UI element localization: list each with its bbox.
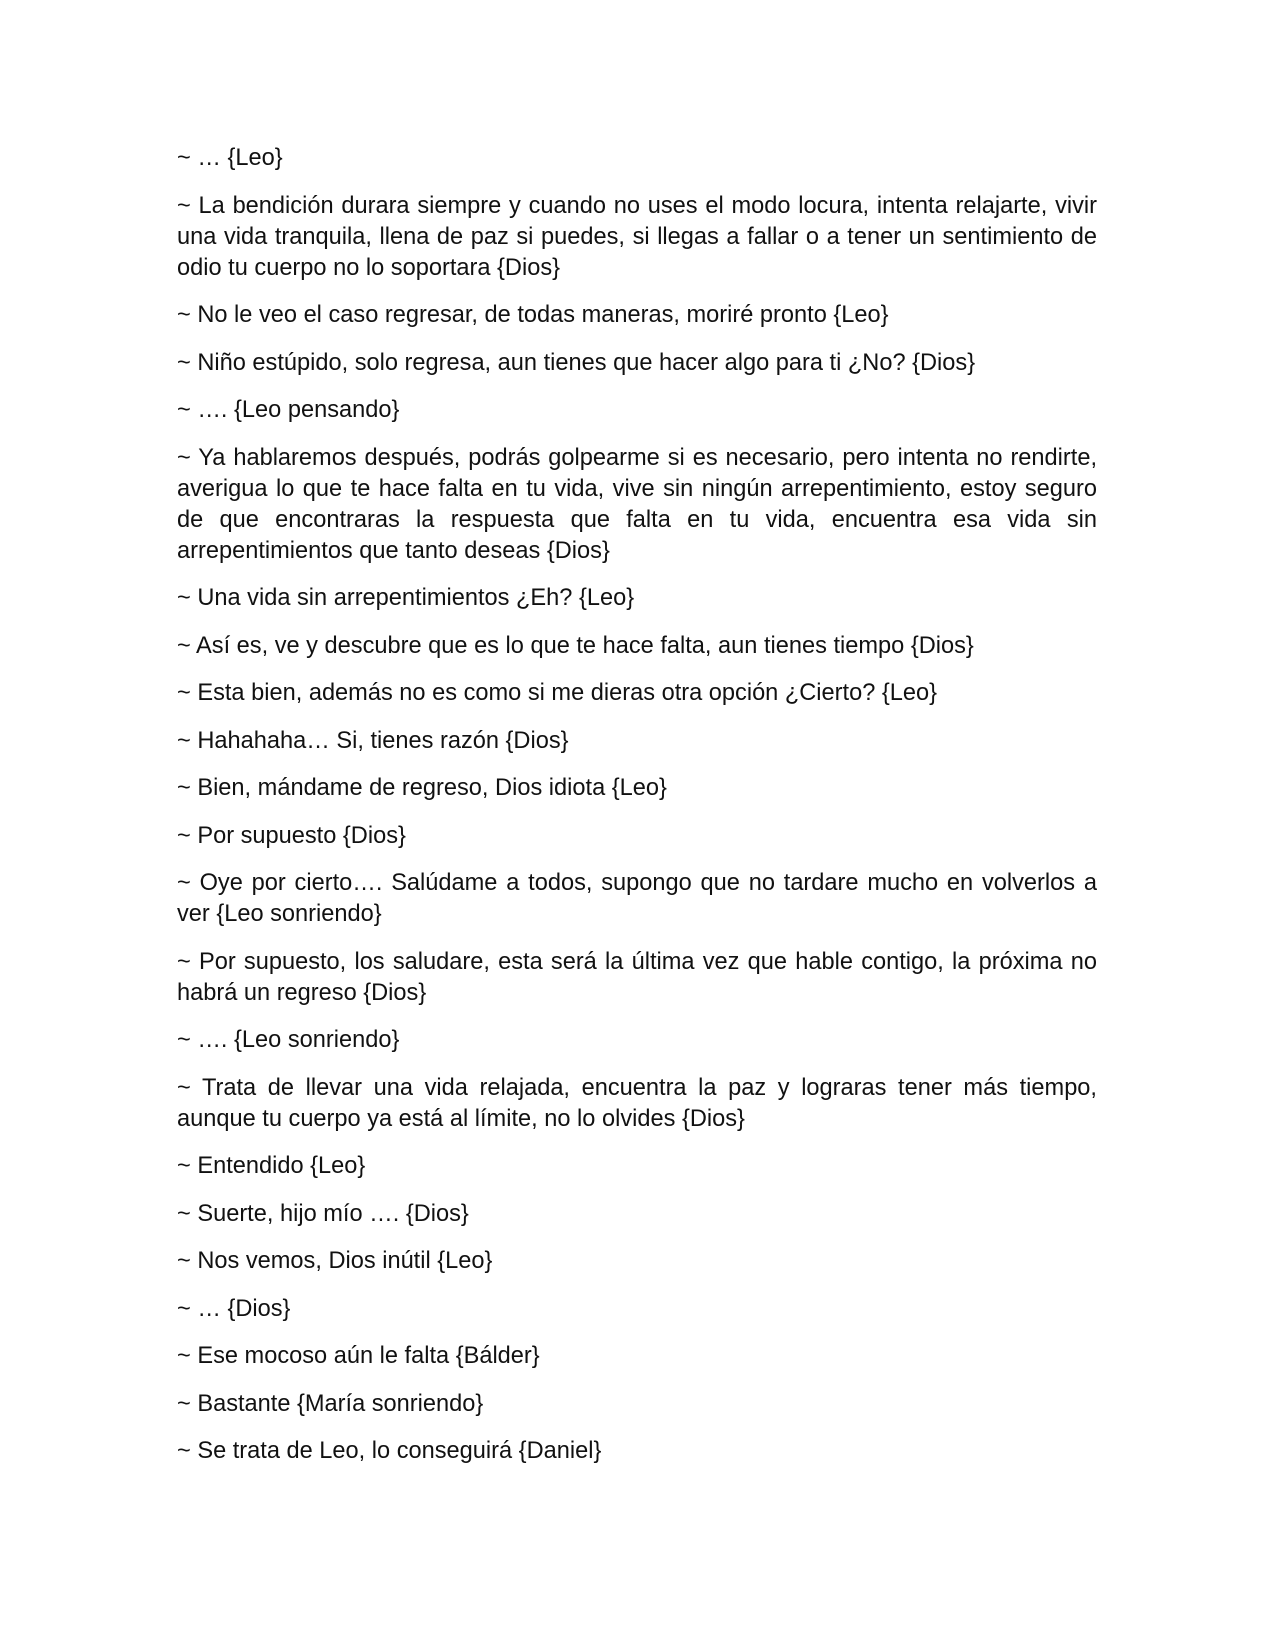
dialogue-line: ~ La bendición durara siempre y cuando no uses el modo locura, intenta relajarte, vivir una vida tranquila, llena de paz si puedes, si llegas a fallar o a tener un sentimiento de odio tu cuerpo no lo soportara {Dios} xyxy=(177,192,1097,281)
dialogue-line: ~ Oye por cierto…. Salúdame a todos, supongo que no tardare mucho en volverlos a ver {Leo sonriendo} xyxy=(177,870,1097,927)
dialogue-line: ~ Ya hablaremos después, podrás golpearme si es necesario, pero intenta no rendirte, averigua lo que te hace falta en tu vida, vive sin ningún arrepentimiento, estoy seguro de que encontraras la respuesta que falta en tu vida, encuentra esa vida sin arrepentimientos que tanto deseas {Dios} xyxy=(177,444,1097,564)
dialogue-line: ~ … {Leo} xyxy=(177,145,283,171)
dialogue-line: ~ Esta bien, además no es como si me dieras otra opción ¿Cierto? {Leo} xyxy=(177,680,938,706)
dialogue-line: ~ Bien, mándame de regreso, Dios idiota {Leo} xyxy=(177,775,667,801)
dialogue-line: ~ Entendido {Leo} xyxy=(177,1153,366,1179)
dialogue-line: ~ Hahahaha… Si, tienes razón {Dios} xyxy=(177,727,569,754)
dialogue-line: ~ Trata de llevar una vida relajada, encuentra la paz y lograras tener más tiempo, aunque tu cuerpo ya está al límite, no lo olvides {Dios} xyxy=(177,1074,1097,1132)
dialogue-line: ~ Una vida sin arrepentimientos ¿Eh? {Leo} xyxy=(177,585,635,611)
dialogue-line: ~ … {Dios} xyxy=(177,1295,291,1322)
dialogue-line: ~ Suerte, hijo mío …. {Dios} xyxy=(177,1200,469,1227)
dialogue-line: ~ No le veo el caso regresar, de todas maneras, moriré pronto {Leo} xyxy=(177,302,889,328)
dialogue-line: ~ Así es, ve y descubre que es lo que te hace falta, aun tienes tiempo {Dios} xyxy=(177,632,974,659)
dialogue-line: ~ Por supuesto, los saludare, esta será la última vez que hable contigo, la próxima no habrá un regreso {Dios} xyxy=(177,948,1097,1006)
dialogue-line: ~ Por supuesto {Dios} xyxy=(177,822,406,849)
dialogue-line: ~ Ese mocoso aún le falta {Bálder} xyxy=(177,1343,540,1369)
dialogue-line: ~ Se trata de Leo, lo conseguirá {Daniel} xyxy=(177,1438,602,1464)
dialogue-line: ~ Niño estúpido, solo regresa, aun tienes que hacer algo para ti ¿No? {Dios} xyxy=(177,349,976,376)
document-page xyxy=(177,143,1097,1484)
dialogue-line: ~ …. {Leo pensando} xyxy=(177,397,400,423)
dialogue-line: ~ Nos vemos, Dios inútil {Leo} xyxy=(177,1248,493,1274)
dialogue-line: ~ …. {Leo sonriendo} xyxy=(177,1027,400,1053)
dialogue-line: ~ Bastante {María sonriendo} xyxy=(177,1390,484,1417)
